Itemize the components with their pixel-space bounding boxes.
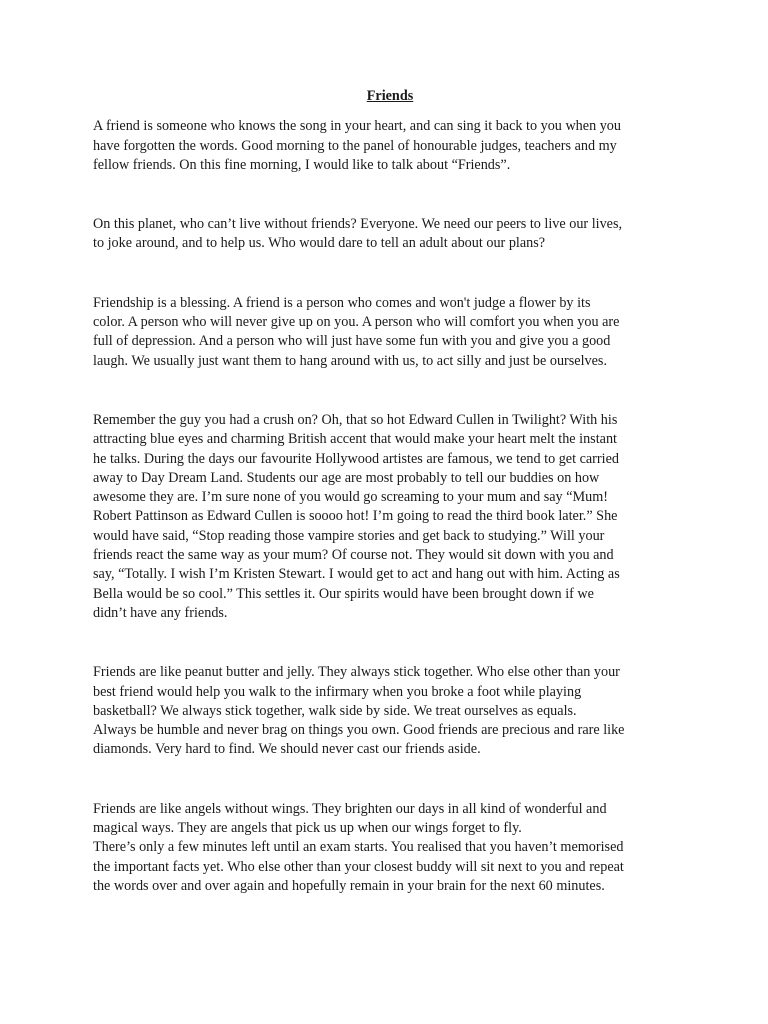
text-line: the important facts yet. Who else other than your closest buddy will sit next to you and repeat: [93, 858, 624, 875]
text-line: the words over and over again and hopefully remain in your brain for the next 60 minutes.: [93, 877, 605, 894]
text-line: Remember the guy you had a crush on? Oh, that so hot Edward Cullen in Twilight? With his: [93, 411, 618, 428]
text-line: laugh. We usually just want them to hang around with us, to act silly and just be ourselves.: [93, 352, 607, 369]
text-line: color. A person who will never give up on you. A person who will comfort you when you are: [93, 314, 620, 331]
text-line: Always be humble and never brag on things you own. Good friends are precious and rare like: [93, 722, 625, 739]
text-line: A friend is someone who knows the song in your heart, and can sing it back to you when you: [93, 118, 621, 135]
text-line: he talks. During the days our favourite Hollywood artistes are famous, we tend to get carried: [93, 450, 619, 467]
text-line: diamonds. Very hard to find. We should never cast our friends aside.: [93, 741, 481, 758]
text-line: best friend would help you walk to the infirmary when you broke a foot while playing: [93, 683, 582, 700]
paragraph: [93, 117, 683, 175]
text-line: Robert Pattinson as Edward Cullen is soooo hot! I’m going to read the third book later.” She: [93, 508, 618, 525]
text-line: There’s only a few minutes left until an exam starts. You realised that you haven’t memorised: [93, 839, 624, 856]
text-line: Friends are like angels without wings. They brighten our days in all kind of wonderful and: [93, 800, 607, 817]
paragraph: [93, 663, 683, 759]
text-line: Bella would be so cool.” This settles it. Our spirits would have been brought down if we: [93, 585, 594, 602]
document-title: Friends: [366, 88, 414, 104]
paragraph: [93, 800, 683, 896]
text-line: attracting blue eyes and charming British accent that would make your heart melt the instant: [93, 431, 617, 448]
text-line: Friends are like peanut butter and jelly. They always stick together. Who else other than your: [93, 664, 620, 681]
text-line: magical ways. They are angels that pick us up when our wings forget to fly.: [93, 820, 522, 837]
text-line: fellow friends. On this fine morning, I would like to talk about “Friends”.: [93, 156, 511, 173]
text-line: basketball? We always stick together, walk side by side. We treat ourselves as equals.: [93, 702, 577, 719]
text-line: awesome they are. I’m sure none of you would go screaming to your mum and say “Mum!: [93, 489, 608, 506]
text-line: friends react the same way as your mum? Of course not. They would sit down with you and: [93, 547, 614, 564]
paragraph: [93, 294, 683, 371]
text-line: On this planet, who can’t live without friends? Everyone. We need our peers to live our lives,: [93, 216, 623, 233]
text-line: have forgotten the words. Good morning to the panel of honourable judges, teachers and my: [93, 137, 617, 154]
text-line: say, “Totally. I wish I’m Kristen Stewart. I would get to act and hang out with him. Acting as: [93, 566, 620, 583]
text-line: Friendship is a blessing. A friend is a person who comes and won't judge a flower by its: [93, 294, 591, 311]
text-line: to joke around, and to help us. Who would dare to tell an adult about our plans?: [93, 235, 546, 252]
text-line: would have said, “Stop reading those vampire stories and get back to studying.” Will your: [93, 527, 605, 544]
paragraph: [93, 215, 683, 254]
paragraph: [93, 411, 683, 623]
text-line: away to Day Dream Land. Students our age are most probably to tell our buddies on how: [93, 469, 600, 486]
text-line: full of depression. And a person who will just have some fun with you and give you a good: [93, 333, 611, 350]
text-line: didn’t have any friends.: [93, 604, 228, 621]
document-body: [93, 87, 683, 896]
